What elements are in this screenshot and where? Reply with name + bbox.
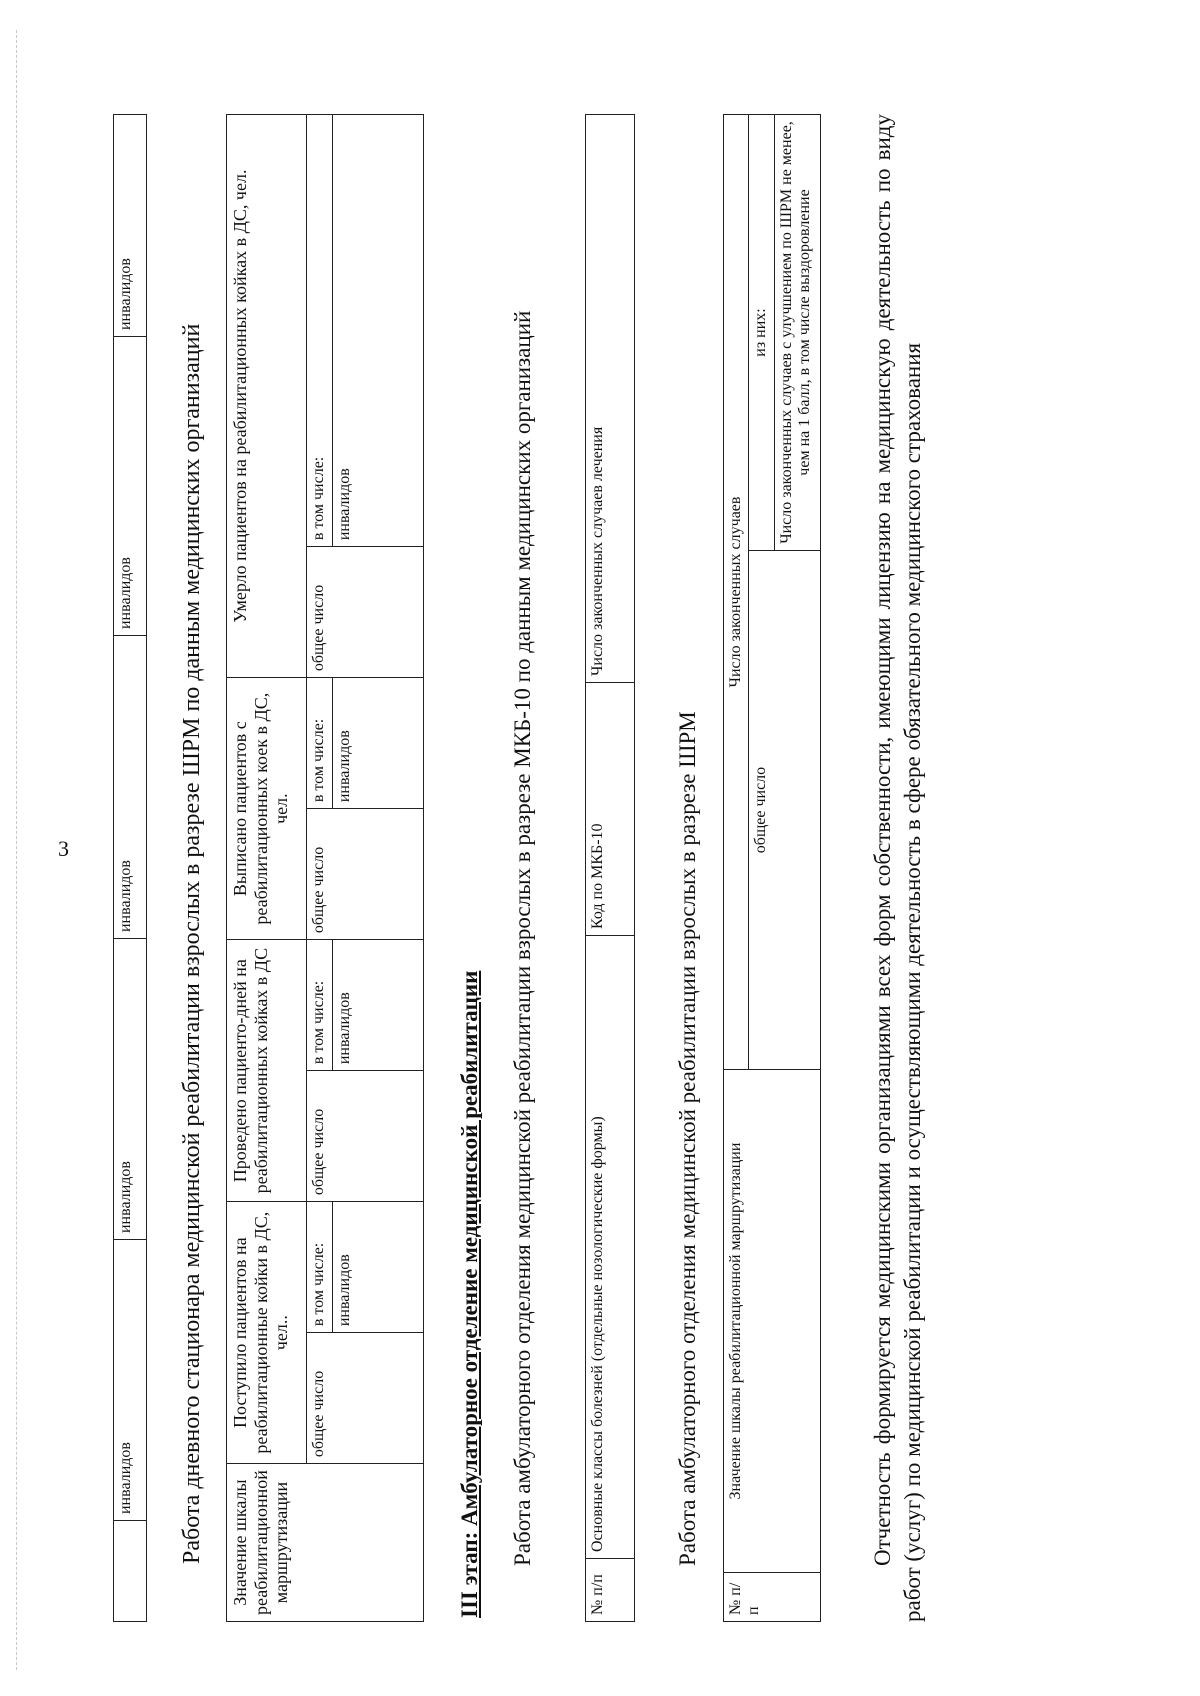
subheader-including: в том числе: <box>307 678 333 809</box>
col-number-header: № п/п <box>586 1559 635 1622</box>
col-of-them-header: из них: <box>749 115 774 551</box>
subheader-including: в том числе: <box>307 1202 333 1333</box>
group-header-admitted: Поступило пациентов на реабилитационные койки в ДС, чел.. <box>227 1202 307 1464</box>
table-cell: инвалидов <box>114 939 147 1240</box>
col-scale-header: Значение шкалы реабилитационной маршрутизации <box>227 1464 424 1622</box>
col-number-header: № п/п <box>724 1573 821 1622</box>
col-code-header: Код по МКБ-10 <box>586 683 635 936</box>
group-header-discharged: Выписано пациентов с реабилитационных коек в ДС, чел. <box>227 678 307 940</box>
col-total-header: общее число <box>749 551 821 1070</box>
icd-table <box>585 114 635 1622</box>
table-cell <box>114 1521 147 1622</box>
col-cases-header: Число законченных случаев лечения <box>586 115 635 683</box>
subheader-total: общее число <box>307 809 424 940</box>
footer-paragraph: Отчетность формируется медицинскими организациями всех форм собственности, имеющими лицензию на медицинскую деятельность по виду работ (услуг) по медицинской реабилитации и осуществляющими деятельность в сфере обязательного медицинского страхования <box>870 114 925 1622</box>
section1-table <box>226 114 424 1622</box>
subheader-disabled: инвалидов <box>333 115 424 547</box>
top-continuation-table <box>113 114 147 1622</box>
subheader-disabled: инвалидов <box>333 678 424 809</box>
subheader-total: общее число <box>307 1071 424 1202</box>
table-cell: инвалидов <box>114 337 147 636</box>
table-cell: инвалидов <box>114 115 147 337</box>
subheader-including: в том числе: <box>307 940 333 1071</box>
group-header-died: Умерло пациентов на реабилитационных койках в ДС, чел. <box>227 115 307 678</box>
col-cases-header: Число законченных случаев <box>724 115 749 1070</box>
col-classes-header: Основные классы болезней (отдельные нозологические формы) <box>586 936 635 1559</box>
table-cell: инвалидов <box>114 636 147 939</box>
subheader-disabled: инвалидов <box>333 1202 424 1333</box>
subheader-including: в том числе: <box>307 115 333 547</box>
paragraph-icd: Работа амбулаторного отделения медицинской реабилитации взрослых в разрезе МКБ-10 по данным медицинских организаций <box>510 310 535 1566</box>
col-scale-header: Значение шкалы реабилитационной маршрутизации <box>724 1070 821 1573</box>
scale-table <box>723 114 821 1622</box>
rotated-document <box>113 22 1113 1622</box>
stage-heading: III этап: Амбулаторное отделение медицинской реабилитации <box>457 970 482 1618</box>
scan-edge <box>16 30 18 1670</box>
subheader-total: общее число <box>307 547 424 678</box>
group-header-patient-days: Проведено пациенто-дней на реабилитационных койках в ДС <box>227 940 307 1202</box>
subheader-total: общее число <box>307 1333 424 1464</box>
section1-title: Работа дневного стационара медицинской реабилитации взрослых в разрезе ШРМ по данным медицинских организаций <box>179 323 205 1564</box>
page-number: 3 <box>58 836 69 861</box>
table-cell: инвалидов <box>114 1240 147 1521</box>
col-improved-header: Число законченных случаев с улучшением по ШРМ не менее, чем на 1 балл, в том числе выздоровление <box>774 115 820 551</box>
subheader-disabled: инвалидов <box>333 940 424 1071</box>
paragraph-scale: Работа амбулаторного отделения медицинской реабилитации взрослых в разрезе ШРМ <box>675 711 700 1566</box>
